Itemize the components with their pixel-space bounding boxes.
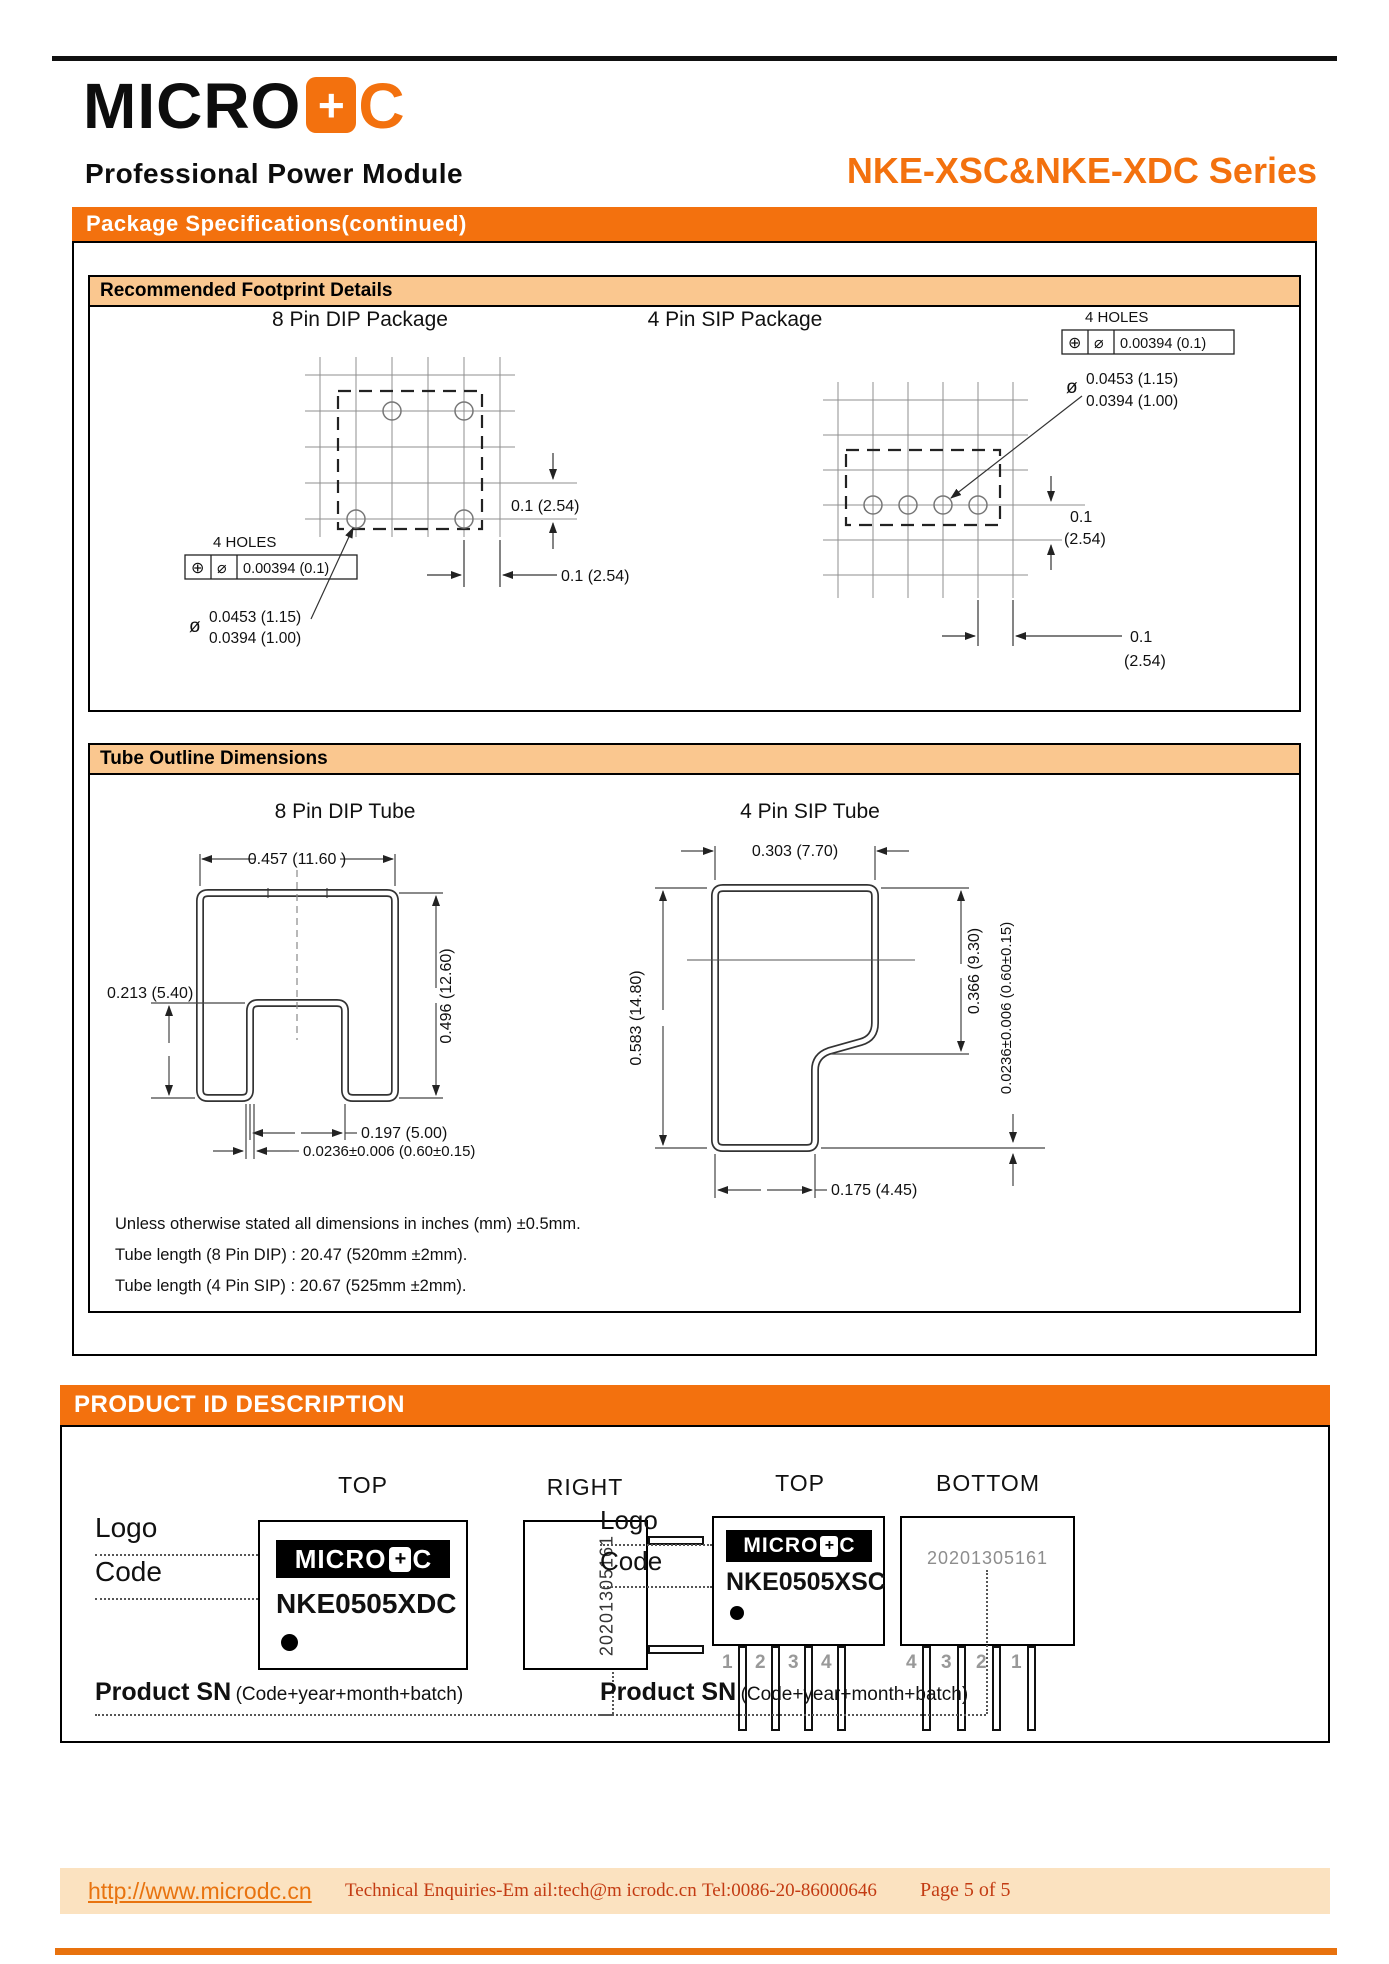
sip-pitch-h-value: 0.1 xyxy=(1130,629,1153,646)
sip-code-label: Code xyxy=(600,1546,663,1576)
module-logo-d-plus-icon: + xyxy=(820,1536,838,1557)
sip-hole-dia-min: 0.0394 (1.00) xyxy=(1086,393,1179,410)
sip-bottom-pin-number: 2 xyxy=(976,1652,987,1673)
module-logo-d-plus-icon: + xyxy=(389,1547,411,1572)
position-symbol-icon: ⊕ xyxy=(191,560,205,577)
dip-tube-height-right: 0.496 (12.60) xyxy=(438,948,455,1044)
sip-tube-width-bottom: 0.175 (4.45) xyxy=(831,1182,918,1199)
logo-micro-text: MICRO xyxy=(83,70,302,142)
sip-footprint-grid xyxy=(823,382,1085,598)
section-bar-title: Package Specifications(continued) xyxy=(86,211,467,236)
sip-tube-upper-right: 0.366 (9.30) xyxy=(966,927,983,1015)
dip-footprint-holes xyxy=(347,402,473,528)
dip-tube-slot-width: 0.197 (5.00) xyxy=(361,1125,448,1142)
footer-url-link[interactable]: http://www.microdc.cn xyxy=(88,1878,312,1904)
dip-tube-title: 8 Pin DIP Tube xyxy=(274,800,416,823)
sip-pitch-v-mm: (2.54) xyxy=(1064,531,1106,548)
product-id-bar-title: PRODUCT ID DESCRIPTION xyxy=(74,1391,406,1418)
sip-tube-height-left: 0.583 (14.80) xyxy=(628,970,645,1066)
dip-product-sn xyxy=(95,1678,463,1707)
dip-footprint-dim-lines xyxy=(311,453,557,619)
dip-pitch-vertical: 0.1 (2.54) xyxy=(511,498,580,515)
sip-product-sn xyxy=(600,1678,968,1707)
sip-top-pin-number: 4 xyxy=(821,1652,832,1673)
sip-package-title: 4 Pin SIP Package xyxy=(647,308,823,331)
dip-tube-width-top: 0.457 (11.60 ) xyxy=(247,851,347,868)
position-symbol-icon: ⊕ xyxy=(1068,335,1082,352)
sip-footprint-diagram xyxy=(630,300,1330,685)
dip-right-view-label: RIGHT xyxy=(546,1474,624,1500)
footer-tel: Tel:0086-20-86000646 xyxy=(702,1880,877,1901)
sip-tube-title: 4 Pin SIP Tube xyxy=(740,800,880,823)
section-bar-product-id xyxy=(60,1385,1330,1425)
module-logo-c: C xyxy=(839,1534,855,1557)
sip-feature-control-frame xyxy=(1062,330,1234,354)
dip-tube-leg-height: 0.213 (5.40) xyxy=(107,985,194,1002)
diameter-symbol-icon: ⌀ xyxy=(217,560,227,577)
sip-position-tolerance: 0.00394 (0.1) xyxy=(1120,336,1207,352)
dip-package-title: 8 Pin DIP Package xyxy=(272,308,448,331)
dip-hole-dia-min: 0.0394 (1.00) xyxy=(209,630,302,647)
dip-footprint-diagram xyxy=(125,335,665,665)
dip-tube-drawing xyxy=(105,828,575,1173)
dip-pitch-horizontal: 0.1 (2.54) xyxy=(561,568,630,585)
tube-outline-title: Tube Outline Dimensions xyxy=(100,748,328,769)
sip-top-pin-number: 1 xyxy=(722,1652,733,1673)
brand-tagline: Professional Power Module xyxy=(85,158,464,189)
sip-module-logo xyxy=(726,1530,872,1562)
sip-tube-profile-inner xyxy=(715,888,875,1148)
sip-bottom-pin xyxy=(992,1646,1001,1731)
dip-code-leader xyxy=(95,1598,258,1600)
dip-module-code: NKE0505XDC xyxy=(276,1588,457,1619)
dip-holes-label: 4 HOLES xyxy=(213,534,277,551)
dip-pin-bottom xyxy=(648,1645,704,1654)
brand-logo xyxy=(83,70,405,142)
footprint-details-title: Recommended Footprint Details xyxy=(100,280,393,301)
sip-logo-label: Logo xyxy=(600,1505,658,1535)
tube-note-3: Tube length (4 Pin SIP) : 20.67 (525mm ±2mm). xyxy=(115,1277,467,1295)
module-logo-micro: MICRO xyxy=(743,1534,819,1557)
sip-top-pin-number: 3 xyxy=(788,1652,799,1673)
sip-bottom-serial: 20201305161 xyxy=(926,1548,1049,1568)
diameter-symbol-icon: ⌀ xyxy=(1094,335,1104,352)
sip-pitch-h-mm: (2.54) xyxy=(1124,653,1166,670)
sip-tube-wall: 0.0236±0.006 (0.60±0.15) xyxy=(998,921,1015,1095)
dip-right-view-box xyxy=(523,1520,648,1670)
dip-hole-dia-max: 0.0453 (1.15) xyxy=(209,609,302,626)
page-bottom-edge xyxy=(55,1948,1337,1955)
footer-page-number: Page 5 of 5 xyxy=(920,1879,1011,1901)
sip-bottom-view-label: BOTTOM xyxy=(936,1470,1040,1496)
page-top-edge xyxy=(52,56,1337,61)
dip-sn-underline xyxy=(95,1714,612,1716)
sip-tube-width-top: 0.303 (7.70) xyxy=(751,843,839,860)
dip-position-tolerance: 0.00394 (0.1) xyxy=(243,561,330,577)
sip-code-leader xyxy=(600,1586,712,1588)
sip-product-sn-label: Product SN xyxy=(600,1678,737,1706)
series-title: NKE-XSC&NKE-XDC Series xyxy=(846,150,1317,191)
sip-holes-label: 4 HOLES xyxy=(1085,309,1149,326)
tube-note-1: Unless otherwise stated all dimensions in inches (mm) ±0.5mm. xyxy=(115,1215,581,1233)
sip-bottom-pin-number: 3 xyxy=(941,1652,952,1673)
logo-c-text: C xyxy=(358,70,405,142)
sip-bottom-pin-number: 4 xyxy=(906,1652,917,1673)
dip-dia-prefix: ø xyxy=(189,616,201,637)
module-logo-micro: MICRO xyxy=(294,1543,387,1574)
dip-top-view-label: TOP xyxy=(338,1472,388,1498)
logo-d-plus-icon: + xyxy=(306,77,356,133)
sip-pin1-dot xyxy=(730,1606,744,1620)
dip-code-label: Code xyxy=(95,1556,162,1587)
sip-bottom-pin xyxy=(1027,1646,1036,1731)
sip-sn-underline xyxy=(600,1714,986,1716)
sip-sn-leader-vertical xyxy=(986,1570,988,1714)
sip-hole-dia-max: 0.0453 (1.15) xyxy=(1086,371,1179,388)
dip-serial-vertical: 20201305161 xyxy=(596,1534,617,1657)
sip-module-code: NKE0505XSC xyxy=(726,1568,886,1596)
dip-footprint-outline xyxy=(338,391,482,529)
sip-top-pin-number: 2 xyxy=(755,1652,766,1673)
module-logo-c: C xyxy=(412,1543,432,1574)
sip-pitch-v-value: 0.1 xyxy=(1070,509,1093,526)
dip-product-sn-label: Product SN xyxy=(95,1678,232,1706)
section-bar-package-specifications xyxy=(72,207,1317,241)
dip-pin1-dot xyxy=(281,1634,298,1651)
tube-outline-header xyxy=(90,745,1299,775)
dip-product-sn-suffix: (Code+year+month+batch) xyxy=(235,1684,464,1705)
sip-top-view-label: TOP xyxy=(775,1470,825,1496)
sip-tube-profile xyxy=(715,888,875,1148)
dip-logo-label: Logo xyxy=(95,1512,158,1543)
dip-module-logo xyxy=(276,1540,450,1578)
sip-bottom-pin-number: 1 xyxy=(1011,1652,1022,1673)
sip-dia-prefix: ø xyxy=(1066,377,1078,398)
tube-note-2: Tube length (8 Pin DIP) : 20.47 (520mm ±2mm). xyxy=(115,1246,468,1264)
footer-enquiries: Technical Enquiries-Em ail:tech@m icrodc.cn xyxy=(345,1880,697,1901)
sip-tube-drawing xyxy=(565,818,1125,1218)
sip-footprint-dim-lines xyxy=(942,396,1122,646)
dip-tube-wall: 0.0236±0.006 (0.60±0.15) xyxy=(303,1143,476,1160)
sip-product-sn-suffix: (Code+year+month+batch) xyxy=(740,1684,969,1705)
